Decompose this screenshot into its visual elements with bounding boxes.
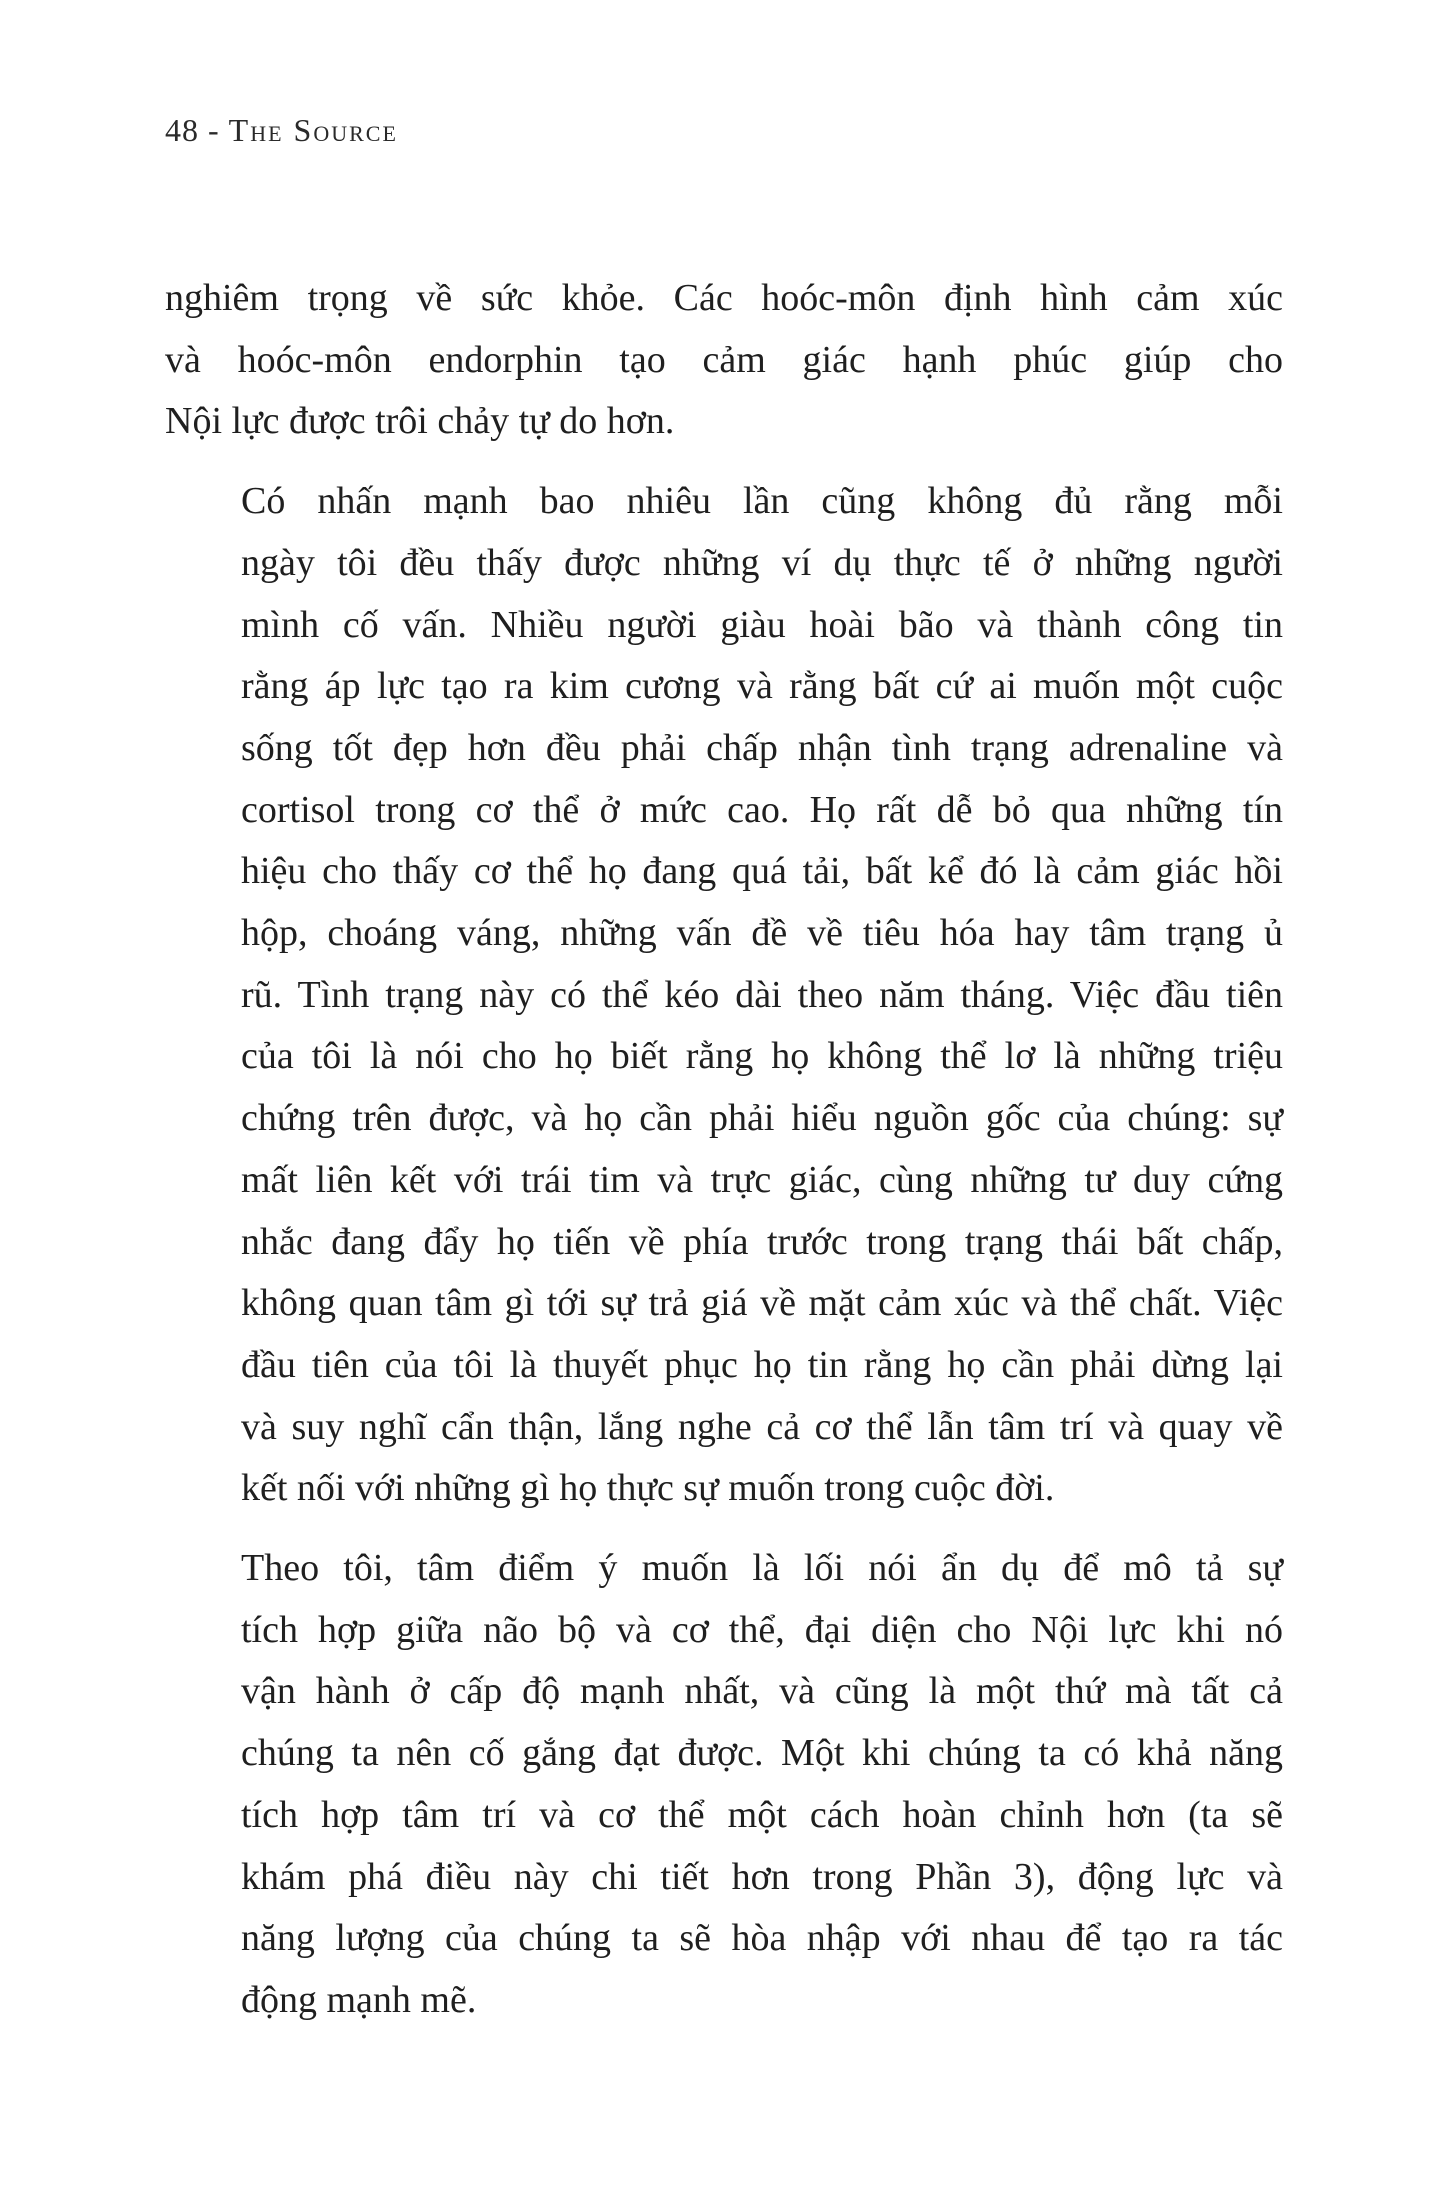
text-line: chứng trên được, và họ cần phải hiểu nguồn gốc của chúng: sự (241, 1097, 1283, 1140)
text-line: sống tốt đẹp hơn đều phải chấp nhận tình trạng adrenaline và (241, 726, 1283, 769)
text-line: tích hợp tâm trí và cơ thể một cách hoàn chỉnh hơn (ta sẽ (241, 1793, 1283, 1836)
text-line: hiệu cho thấy cơ thể họ đang quá tải, bất kể đó là cảm giác hồi (241, 850, 1283, 893)
text-line: cortisol trong cơ thể ở mức cao. Họ rất dễ bỏ qua những tín (241, 788, 1283, 831)
body-text (165, 268, 1283, 2032)
text-line: chúng ta nên cố gắng đạt được. Một khi chúng ta có khả năng (241, 1732, 1283, 1775)
text-line: tích hợp giữa não bộ và cơ thể, đại diện cho Nội lực khi nó (241, 1608, 1283, 1651)
text-line: năng lượng của chúng ta sẽ hòa nhập với nhau để tạo ra tác (241, 1917, 1283, 1960)
text-line: mình cố vấn. Nhiều người giàu hoài bão và thành công tin (241, 603, 1283, 646)
text-line: Nội lực được trôi chảy tự do hơn. (165, 400, 675, 443)
text-line: nhắc đang đẩy họ tiến về phía trước trong trạng thái bất chấp, (241, 1220, 1283, 1263)
paragraph (165, 268, 1283, 453)
text-line: nghiêm trọng về sức khỏe. Các hoóc-môn định hình cảm xúc (165, 277, 1283, 319)
text-line: và hoóc-môn endorphin tạo cảm giác hạnh phúc giúp cho (165, 338, 1283, 381)
text-line: Có nhấn mạnh bao nhiêu lần cũng không đủ rằng mỗi (241, 480, 1283, 523)
book-title: The Source (228, 112, 398, 148)
text-line: Theo tôi, tâm điểm ý muốn là lối nói ẩn dụ để mô tả sự (241, 1547, 1283, 1590)
text-line: rũ. Tình trạng này có thể kéo dài theo năm tháng. Việc đầu tiên (241, 973, 1283, 1016)
text-line: động mạnh mẽ. (241, 1978, 477, 2021)
text-line: ngày tôi đều thấy được những ví dụ thực tế ở những người (241, 541, 1283, 584)
text-line: đầu tiên của tôi là thuyết phục họ tin rằng họ cần phải dừng lại (241, 1343, 1283, 1386)
text-line: rằng áp lực tạo ra kim cương và rằng bất cứ ai muốn một cuộc (241, 665, 1283, 708)
paragraph (165, 1538, 1283, 2032)
text-line: hộp, choáng váng, những vấn đề về tiêu hóa hay tâm trạng ủ (241, 912, 1283, 955)
text-line: không quan tâm gì tới sự trả giá về mặt cảm xúc và thể chất. Việc (241, 1282, 1283, 1325)
text-line: kết nối với những gì họ thực sự muốn trong cuộc đời. (241, 1467, 1055, 1510)
page-number: 48 (165, 112, 199, 148)
text-line: và suy nghĩ cẩn thận, lắng nghe cả cơ thể lẫn tâm trí và quay về (241, 1405, 1283, 1448)
header-separator: - (199, 112, 229, 148)
paragraph (165, 471, 1283, 1520)
text-line: của tôi là nói cho họ biết rằng họ không thể lơ là những triệu (241, 1035, 1283, 1078)
text-line: mất liên kết với trái tim và trực giác, cùng những tư duy cứng (241, 1158, 1283, 1201)
text-line: vận hành ở cấp độ mạnh nhất, và cũng là một thứ mà tất cả (241, 1670, 1283, 1713)
text-line: khám phá điều này chi tiết hơn trong Phần 3), động lực và (241, 1855, 1283, 1898)
running-header (165, 112, 398, 149)
